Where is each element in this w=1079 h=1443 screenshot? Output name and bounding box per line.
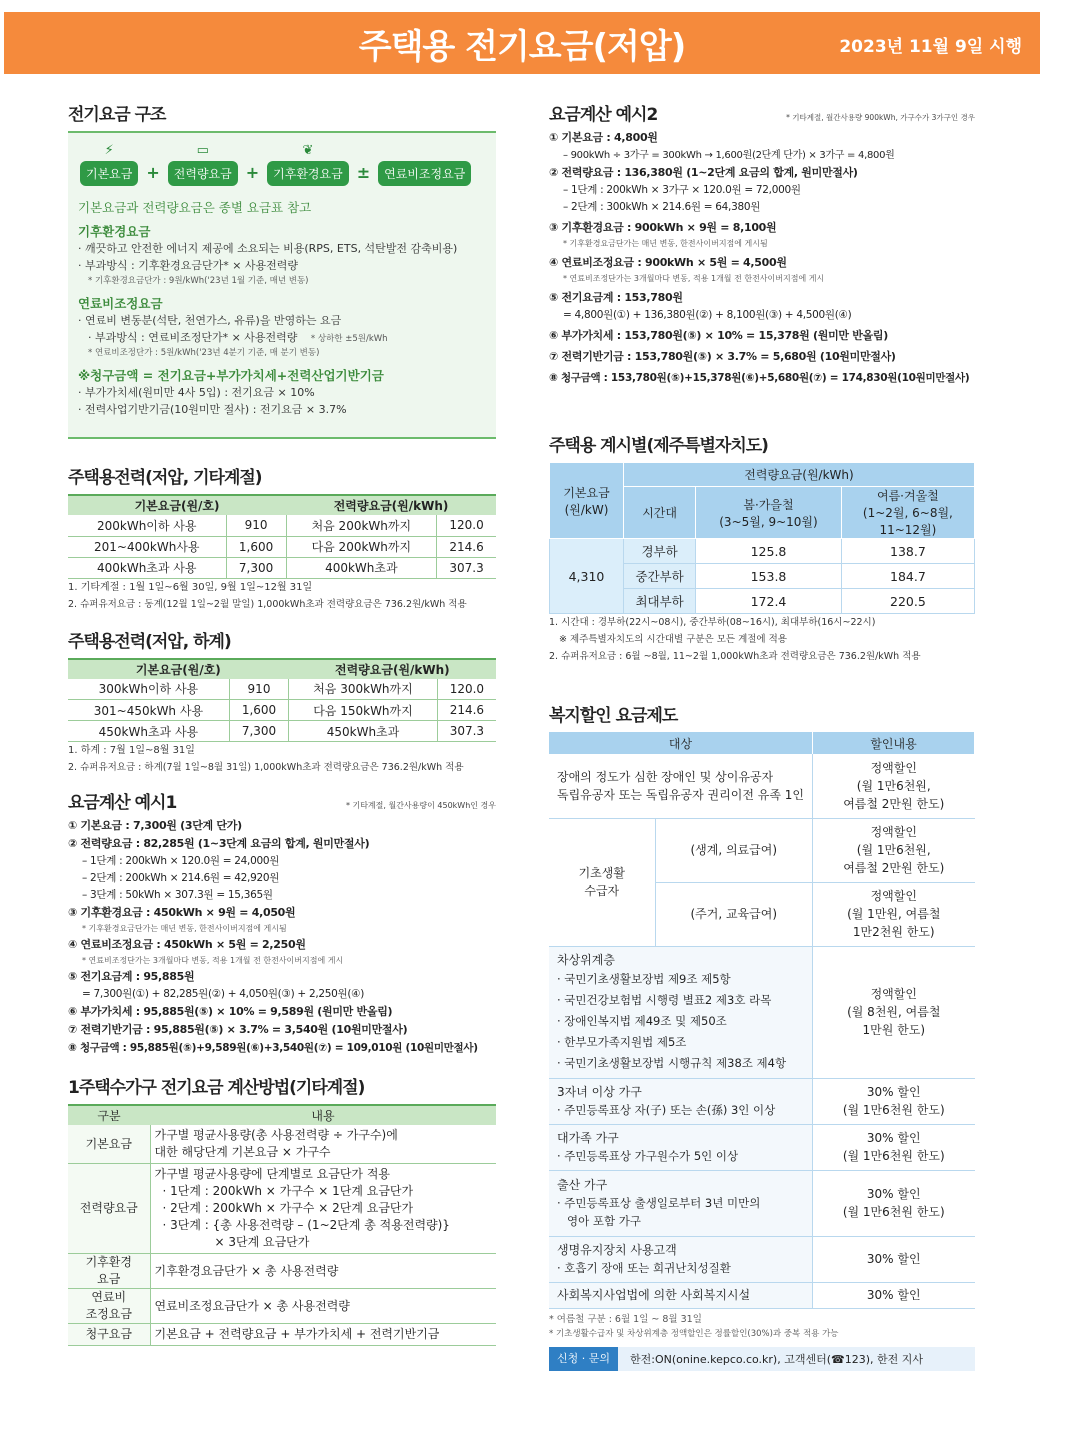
bill-title: ※청구금액 = 전기요금+부가가치세+전력산업기반기금 [78, 368, 384, 383]
title-banner [4, 12, 1040, 74]
page-title: 주택용 전기요금(저압) [358, 26, 686, 67]
leaf-icon: ❦ [302, 143, 314, 158]
example1-body: ① 기본요금 : 7,300원 (3단계 단가) ② 전력량요금 : 82,285원 (1~3단계 요금의 합계, 원미만절사) – 1단계 : 200kWh × 120.0원 = 24,000원 – 2단계 : 200kWh × 214.6원 = 42,920원 – 3단계 : 50kWh × 307.3원 = 15,365원 ③ 기후환경요금 : 450kWh × 9원 = 4,050원 * 기후환경요금단가는 매년 변동, 한전사이버지점에 게시됨 ④ 연료비조정요금 : 450kWh × 5원 = 2,250원 * 연료비조정단가는 3개월마다 변동, 적용 1개월 전 한전사이버지점에 게시 ⑤ 전기요금계 : 95,885원 = 7,300원(①) + 82,285원(②) + 4,050원(③) + 2,250원(④) ⑥ 부가가치세 : 95,885원(⑤) × 10% = 9,589원 (원미만 반올림) ⑦ 전력기반기금 : 95,885원(⑤) × 3.7% = 3,540원 (10원미만절사) ⑧ 청구금액 : 95,885원(⑤)+9,589원(⑥)+3,540원(⑦) = 109,010원 (10원미만절사) [68, 819, 478, 1054]
table-row: 301~450kWh 사용 1,600 다음 150kWh까지 214.6 [68, 700, 496, 721]
chip-climate: ❦ 기후환경요금 [267, 143, 349, 186]
table-row: 기본요금 가구별 평균사용량(총 사용전력량 ÷ 가구수)에 대한 해당단계 기본요금 × 가구수 [68, 1125, 496, 1164]
example1-title: 요금계산 예시1 [68, 793, 177, 813]
table-row: 기후환경 요금 기후환경요금단가 × 총 사용전력량 [68, 1254, 496, 1289]
fuel-title: 연료비조정요금 [78, 296, 163, 311]
lightning-icon: ⚡ [104, 143, 114, 158]
table-row: 사회복지사업법에 의한 사회복지시설 30% 할인 [549, 1282, 975, 1308]
multi-household-title: 1주택수가구 전기요금 계산방법(기타계절) [68, 1078, 365, 1098]
apply-contact-bar [549, 1347, 975, 1371]
jeju-title: 주택용 계시별(제주특별자치도) [549, 436, 768, 456]
right-column: 요금계산 예시2 * 기타계절, 월간사용량 900kWh, 가구수가 3가구인 경우 ① 기본요금 : 4,800원 – 900kWh ÷ 3가구 = 300kWh → 1,600원(2단계 단가) × 3가구 = 4,800원 ② 전력량요금 : 136,380원 (1~2단계 요금의 합계, 원미만절사) – 1단계 : 200kWh × 3가구 × 120.0원 = 72,000원 – 2단계 : 300kWh × 214.6원 = 64,380원 ③ 기후환경요금 : 900kWh × 9원 = 8,100원 * 기후환경요금단가는 매년 변동, 한전사이버지점에 게시됨 ④ 연료비조정요금 : 900kWh × 5원 = 4,500원 * 연료비조정단가는 3개월마다 변동, 적용 1개월 전 한전사이버지점에 게시 ⑤ 전기요금계 : 153,780원 = 4,800원(①) + 136,380원(②) + 8,100원(③) + 4,500원(④) ⑥ 부가가치세 : 153,780원(⑤) × 10% = 15,378원 (원미만 반올림) ⑦ 전력기반기금 : 153,780원(⑤) × 3.7% = 5,680원 (10원미만절사) ⑧ 청구금액 : 153,780원(⑤)+15,378원(⑥)+5,680원(⑦) = 174,830원(10원미만절사) 주택용 계시별(제주특별자치도) 기본요금 (원/kW) 전력량요금(원/kWh) 시간대 봄·가을철 (3~5월, 9~10월) 여름·겨울철 (1~2월, 6~8월, 11~12월) 4,310 경부하 125.8 138.7 중간부하 153.8 184.7 최대부하 172.4 220.5 1. 시간대 : 경부하(22시~08시), 중간부하(08~16시), 최대부하(16시~22시) ※ 제주특별자치도의 시간대별 구분은 모든 계절에 적용 2. 슈퍼유저요금 : 6월 ~8월, 11~2월 1,000kWh초과 전력량요금은 736.2원/kWh 적용 복지할인 요금제도 대상 할인내용 장애의 정도가 심한 장애인 및 상이유공자 독립유공자 또는 독립유공자 권리이전 유족 1인 정액할인 (월 1만6천원, 여름철 2만원 한도) 기초생활 수급자 (생계, 의료급여) 정액할인 (월 1만6천원, 여름철 2만원 한도) (주거, 교육급여) 정액할인 (월 1만원, 여름철 1만2천원 한도) 차상위계층 · 국민기초생활보장법 제9조 제5항 · 국민건강보험법 시행령 별표2 제3호 라목 · 장애인복지법 제49조 및 제50조 · 한부모가족지원법 제5조 · 국민기초생활보장법 시행규칙 제38조 제4항 정액할인 (월 8천원, 여름철 1만원 한도) 3자녀 이상 가구 · 주민등록표상 자(子) 또는 손(孫) 3인 이상 30% 할인 (월 1만6천원 한도) 대가족 가구 · 주민등록표상 가구원수가 5인 이상 30% 할인 (월 1만6천원 한도) 출산 가구 · 주민등록표상 출생일로부터 3년 미만의 영아 포함 가구 30% 할인 (월 1만6천원 한도) 생명유지장치 사용고객 · 호흡기 장애 또는 희귀난치성질환 30% 할인 사회복지사업법에 의한 사회복지시설 30% 할인 * 여름철 구분 : 6월 1일 ~ 8월 31일 * 기초생활수급자 및 차상위계층 정액할인은 정률할인(30%)과 중복 적용 가능 신청 · 문의 한전:ON(onine.kepco.co.kr), 고객센터(☎123), 한전 지사 [549, 100, 975, 1371]
example2-body: ① 기본요금 : 4,800원 – 900kWh ÷ 3가구 = 300kWh → 1,600원(2단계 단가) × 3가구 = 4,800원 ② 전력량요금 : 136,380원 (1~2단계 요금의 합계, 원미만절사) – 1단계 : 200kWh × 3가구 × 120.0원 = 72,000원 – 2단계 : 300kWh × 214.6원 = 64,380원 ③ 기후환경요금 : 900kWh × 9원 = 8,100원 * 기후환경요금단가는 매년 변동, 한전사이버지점에 게시됨 ④ 연료비조정요금 : 900kWh × 5원 = 4,500원 * 연료비조정단가는 3개월마다 변동, 적용 1개월 전 한전사이버지점에 게시 ⑤ 전기요금계 : 153,780원 = 4,800원(①) + 136,380원(②) + 8,100원(③) + 4,500원(④) ⑥ 부가가치세 : 153,780원(⑤) × 10% = 15,378원 (원미만 반올림) ⑦ 전력기반기금 : 153,780원(⑤) × 3.7% = 5,680원 (10원미만절사) ⑧ 청구금액 : 153,780원(⑤)+15,378원(⑥)+5,680원(⑦) = 174,830원(10원미만절사) [549, 131, 970, 384]
table-row: 최대부하 172.4 220.5 [550, 589, 975, 614]
effective-date: 2023년 11월 9일 시행 [839, 37, 1022, 57]
apply-contact: 한전:ON(onine.kepco.co.kr), 고객센터(☎123), 한전 지사 [630, 1352, 923, 1366]
table-row: 청구요금 기본요금 + 전력량요금 + 부가가치세 + 전력기반기금 [68, 1324, 496, 1346]
table-row: 400kWh초과 사용 7,300 400kWh초과 307.3 [68, 557, 496, 578]
table-row: 장애의 정도가 심한 장애인 및 상이유공자 독립유공자 또는 독립유공자 권리이전 유족 1인 정액할인 (월 1만6천원, 여름철 2만원 한도) [549, 754, 975, 818]
multi-household-table: 구분 내용 기본요금 가구별 평균사용량(총 사용전력량 ÷ 가구수)에 대한 해당단계 기본요금 × 가구수 전력량요금 가구별 평균사용량에 단계별로 요금단가 적용 · 1단계 : 200kWh × 가구수 × 1단계 요금단가 · 2단계 : 200kWh × 가구수 × 2단계 요금단가 · 3단계 : {총 사용전력량 – (1~2단계 총 적용전력량)} × 3단계 요금단가 기후환경 요금 기후환경요금단가 × 총 사용전력량 연료비 조정요금 연료비조정요금단가 × 총 사용전력량 청구요금 기본요금 + 전력량요금 + 부가가치세 + 전력기반기금 [68, 1104, 496, 1346]
table-row: 생명유지장치 사용고객 · 호흡기 장애 또는 희귀난치성질환 30% 할인 [549, 1236, 975, 1282]
apply-tag: 신청 · 문의 [549, 1347, 618, 1371]
structure-box: ⚡ 기본요금 + ▭ 전력량요금 + ❦ 기후환경요금 ± 연료비조정요금 기본요금과 전력량요금은 종별 요금표 참고 기후환경요금 · 깨끗하고 안전한 에너지 제공에 소요되는 비용(RPS, ETS, 석탄발전 감축비용) · 부과방식 : 기후환경요금단가* × 사용전력량 * 기후환경요금단가 : 9원/kWh('23년 1월 기준, 매년 변동) 연료비조정요금 · 연료비 변동분(석탄, 천연가스, 유류)을 반영하는 요금 · 부과방식 : 연료비조정단가* × 사용전력량 * 상하한 ±5원/kWh * 연료비조정단가 : 5원/kWh('23년 4분기 기준, 매 분기 변동) ※청구금액 = 전기요금+부가가치세+전력산업기반기금 · 부가가치세(원미만 4사 5입) : 전기요금 × 10% · 전력사업기반기금(10원미만 절사) : 전기요금 × 3.7% [68, 131, 496, 439]
jeju-table: 기본요금 (원/kW) 전력량요금(원/kWh) 시간대 봄·가을철 (3~5월, 9~10월) 여름·겨울철 (1~2월, 6~8월, 11~12월) 4,310 경부하 125.8 138.7 중간부하 153.8 184.7 최대부하 172.4 220.5 [549, 462, 975, 614]
table-row: 연료비 조정요금 연료비조정요금단가 × 총 사용전력량 [68, 1289, 496, 1324]
table-row: 4,310 경부하 125.8 138.7 [550, 539, 975, 564]
table-row: 전력량요금 가구별 평균사용량에 단계별로 요금단가 적용 · 1단계 : 200kWh × 가구수 × 1단계 요금단가 · 2단계 : 200kWh × 가구수 × 2단계 요금단가 · 3단계 : {총 사용전력량 – (1~2단계 총 적용전력량)} × 3단계 요금단가 [68, 1164, 496, 1254]
table-row: 출산 가구 · 주민등록표상 출생일로부터 3년 미만의 영아 포함 가구 30% 할인 (월 1만6천원 한도) [549, 1170, 975, 1236]
example2-title: 요금계산 예시2 [549, 105, 658, 125]
table-row: 300kWh이하 사용 910 처음 300kWh까지 120.0 [68, 679, 496, 700]
structure-ref: 기본요금과 전력량요금은 종별 요금표 참고 [78, 200, 312, 215]
table-row: 대가족 가구 · 주민등록표상 가구원수가 5인 이상 30% 할인 (월 1만6천원 한도) [549, 1124, 975, 1170]
chip-basic: ⚡ 기본요금 [80, 143, 138, 186]
table-row: 201~400kWh사용 1,600 다음 200kWh까지 214.6 [68, 536, 496, 557]
table-row: 450kWh초과 사용 7,300 450kWh초과 307.3 [68, 721, 496, 742]
table-row: (주거, 교육급여) 정액할인 (월 1만원, 여름철 1만2천원 한도) [549, 882, 975, 946]
table-row: 차상위계층 · 국민기초생활보장법 제9조 제5항 · 국민건강보험법 시행령 별표2 제3호 라목 · 장애인복지법 제49조 및 제50조 · 한부모가족지원법 제5조 · 국민기초생활보장법 시행규칙 제38조 제4항 정액할인 (월 8천원, 여름철 1만원 한도) [549, 946, 975, 1078]
chip-fuel: 연료비조정요금 [378, 143, 471, 186]
table-row: 3자녀 이상 가구 · 주민등록표상 자(子) 또는 손(孫) 3인 이상 30% 할인 (월 1만6천원 한도) [549, 1078, 975, 1124]
welfare-table: 대상 할인내용 장애의 정도가 심한 장애인 및 상이유공자 독립유공자 또는 독립유공자 권리이전 유족 1인 정액할인 (월 1만6천원, 여름철 2만원 한도) 기초생활 수급자 (생계, 의료급여) 정액할인 (월 1만6천원, 여름철 2만원 한도) (주거, 교육급여) 정액할인 (월 1만원, 여름철 1만2천원 한도) 차상위계층 · 국민기초생활보장법 제9조 제5항 · 국민건강보험법 시행령 별표2 제3호 라목 · 장애인복지법 제49조 및 제50조 · 한부모가족지원법 제5조 · 국민기초생활보장법 시행규칙 제38조 제4항 정액할인 (월 8천원, 여름철 1만원 한도) 3자녀 이상 가구 · 주민등록표상 자(子) 또는 손(孫) 3인 이상 30% 할인 (월 1만6천원 한도) 대가족 가구 · 주민등록표상 가구원수가 5인 이상 30% 할인 (월 1만6천원 한도) 출산 가구 · 주민등록표상 출생일로부터 3년 미만의 영아 포함 가구 30% 할인 (월 1만6천원 한도) 생명유지장치 사용고객 · 호흡기 장애 또는 희귀난치성질환 30% 할인 사회복지사업법에 의한 사회복지시설 30% 할인 [549, 732, 975, 1309]
meter-icon: ▭ [196, 143, 209, 158]
structure-title: 전기요금 구조 [68, 105, 166, 125]
chip-energy: ▭ 전력량요금 [168, 143, 238, 186]
other-season-table: 기본요금(원/호) 전력량요금(원/kWh) 200kWh이하 사용 910 처음 200kWh까지 120.0 201~400kWh사용 1,600 다음 200kWh까지 214.6 400kWh초과 사용 7,300 400kWh초과 307.3 [68, 494, 496, 579]
other-season-title: 주택용전력(저압, 기타계절) [68, 468, 262, 488]
summer-table: 기본요금(원/호) 전력량요금(원/kWh) 300kWh이하 사용 910 처음 300kWh까지 120.0 301~450kWh 사용 1,600 다음 150kWh까지 214.6 450kWh초과 사용 7,300 450kWh초과 307.3 [68, 658, 496, 743]
left-column: 전기요금 구조 ⚡ 기본요금 + ▭ 전력량요금 + ❦ 기후환경요금 ± 연료비조정요금 기본요금과 전력량요금은 종별 요금표 참고 기후환경요금 · 깨끗하고 안전한 에너지 제공에 소요되는 비용(RPS, ETS, 석탄발전 감축비용) · 부과방식 : 기후환경요금단가* × 사용전력량 * 기후환경요금단가 : 9원/kWh('23년 1월 기준, 매년 변동) 연료비조정요금 · 연료비 변동분(석탄, 천연가스, 유류)을 반영하는 요금 · 부과방식 : 연료비조정단가* × 사용전력량 * 상하한 ±5원/kWh * 연료비조정단가 : 5원/kWh('23년 4분기 기준, 매 분기 변동) ※청구금액 = 전기요금+부가가치세+전력산업기반기금 · 부가가치세(원미만 4사 5입) : 전기요금 × 10% · 전력사업기반기금(10원미만 절사) : 전기요금 × 3.7% 주택용전력(저압, 기타계절) 기본요금(원/호) 전력량요금(원/kWh) 200kWh이하 사용 910 처음 200kWh까지 120.0 201~400kWh사용 1,600 다음 200kWh까지 214.6 400kWh초과 사용 7,300 400kWh초과 307.3 1. 기타계절 : 1월 1일~6월 30일, 9월 1일~12월 31일 2. 슈퍼유저요금 : 동계(12월 1일~2월 말일) 1,000kWh초과 전력량요금은 736.2원/kWh 적용 주택용전력(저압, 하계) 기본요금(원/호) 전력량요금(원/kWh) 300kWh이하 사용 910 처음 300kWh까지 120.0 301~450kWh 사용 1,600 다음 150kWh까지 214.6 450kWh초과 사용 7,300 450kWh초과 307.3 1. 하계 : 7월 1일~8월 31일 2. 슈퍼유저요금 : 하계(7월 1일~8월 31일) 1,000kWh초과 전력량요금은 736.2원/kWh 적용 요금계산 예시1 * 기타계절, 월간사용량이 450kWh인 경우 ① 기본요금 : 7,300원 (3단계 단가) ② 전력량요금 : 82,285원 (1~3단계 요금의 합계, 원미만절사) – 1단계 : 200kWh × 120.0원 = 24,000원 – 2단계 : 200kWh × 214.6원 = 42,920원 – 3단계 : 50kWh × 307.3원 = 15,365원 ③ 기후환경요금 : 450kWh × 9원 = 4,050원 * 기후환경요금단가는 매년 변동, 한전사이버지점에 게시됨 ④ 연료비조정요금 : 450kWh × 5원 = 2,250원 * 연료비조정단가는 3개월마다 변동, 적용 1개월 전 한전사이버지점에 게시 ⑤ 전기요금계 : 95,885원 = 7,300원(①) + 82,285원(②) + 4,050원(③) + 2,250원(④) ⑥ 부가가치세 : 95,885원(⑤) × 10% = 9,589원 (원미만 반올림) ⑦ 전력기반기금 : 95,885원(⑤) × 3.7% = 3,540원 (10원미만절사) ⑧ 청구금액 : 95,885원(⑤)+9,589원(⑥)+3,540원(⑦) = 109,010원 (10원미만절사) 1주택수가구 전기요금 계산방법(기타계절) 구분 내용 기본요금 가구별 평균사용량(총 사용전력량 ÷ 가구수)에 대한 해당단계 기본요금 × 가구수 전력량요금 가구별 평균사용량에 단계별로 요금단가 적용 · 1단계 : 200kWh × 가구수 × 1단계 요금단가 · 2단계 : 200kWh × 가구수 × 2단계 요금단가 · 3단계 : {총 사용전력량 – (1~2단계 총 적용전력량)} × 3단계 요금단가 기후환경 요금 기후환경요금단가 × 총 사용전력량 연료비 조정요금 연료비조정요금단가 × 총 사용전력량 청구요금 기본요금 + 전력량요금 + 부가가치세 + 전력기반기금 [68, 100, 496, 1346]
climate-title: 기후환경요금 [78, 224, 151, 239]
table-row: 중간부하 153.8 184.7 [550, 564, 975, 589]
component-chips: ⚡ 기본요금 + ▭ 전력량요금 + ❦ 기후환경요금 ± 연료비조정요금 [78, 133, 486, 186]
welfare-title: 복지할인 요금제도 [549, 706, 678, 726]
table-row: 기초생활 수급자 (생계, 의료급여) 정액할인 (월 1만6천원, 여름철 2만원 한도) [549, 818, 975, 882]
summer-title: 주택용전력(저압, 하계) [68, 631, 231, 652]
table-row: 200kWh이하 사용 910 처음 200kWh까지 120.0 [68, 515, 496, 536]
